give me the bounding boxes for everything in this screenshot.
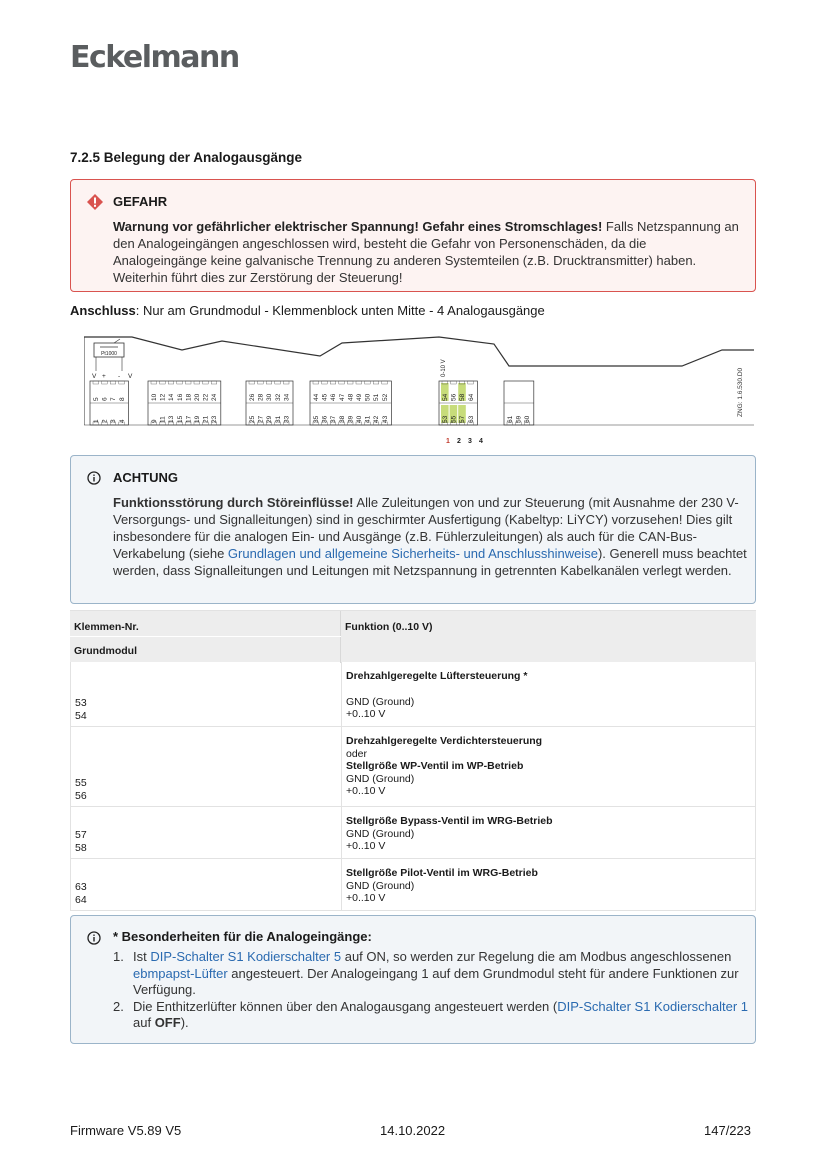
footer-firmware: Firmware V5.89 V5 xyxy=(70,1123,182,1138)
terminal-label: 27 xyxy=(257,415,265,423)
terminal-label: 17 xyxy=(185,415,193,423)
terminal-label: 37 xyxy=(330,415,338,423)
terminal-notch xyxy=(451,381,457,384)
drawing-code: ZNG: 1.6.530.D0 xyxy=(737,367,744,417)
terminal-notch xyxy=(110,381,116,384)
terminal-label: 59 xyxy=(515,415,523,423)
terminal-notch xyxy=(382,381,388,384)
terminal-label: 60 xyxy=(524,415,532,423)
table-header xyxy=(70,610,756,662)
pin-label: + xyxy=(102,373,106,380)
list-item: 2. Die Enthitzerlüfter können über den Analogausgang angesteuert werden (DIP-Schalter S1 Kodierschalter 1 auf OFF). xyxy=(113,998,748,1030)
terminal-label: 22 xyxy=(202,393,210,401)
terminal-label: 48 xyxy=(347,393,355,401)
info-icon xyxy=(87,471,101,485)
dip-switch-1-link[interactable]: DIP-Schalter S1 Kodierschalter 1 xyxy=(557,998,748,1014)
terminal-notch xyxy=(185,381,191,384)
pin-label: - xyxy=(118,373,121,380)
dip-switch-5-link[interactable]: DIP-Schalter S1 Kodierschalter 5 xyxy=(150,949,342,964)
terminal-label: 31 xyxy=(274,415,282,423)
terminal-label: 34 xyxy=(283,393,291,401)
terminal-label: 24 xyxy=(211,393,219,401)
terminal-label: 58 xyxy=(459,393,467,401)
terminal-label: 18 xyxy=(185,393,193,401)
terminal-notch xyxy=(266,381,272,384)
terminal-notch xyxy=(160,381,166,384)
diagram-content xyxy=(90,359,534,445)
terminal-notch xyxy=(356,381,362,384)
terminal-notch xyxy=(168,381,174,384)
output-number: 4 xyxy=(479,438,483,445)
terminal-label: 35 xyxy=(313,415,320,423)
terminal-label: 53 xyxy=(442,415,449,423)
output-number: 1 xyxy=(446,438,450,445)
footer-page-number: 147/223 xyxy=(704,1123,751,1138)
terminal-notch xyxy=(339,381,345,384)
danger-heading: GEFAHR xyxy=(113,194,168,209)
ebmpapst-link[interactable]: ebmpapst-Lüfter xyxy=(133,965,228,981)
terminal-label: 16 xyxy=(176,393,184,401)
terminal-label: 46 xyxy=(330,393,338,401)
terminal-notch xyxy=(102,381,108,384)
terminal-label: 39 xyxy=(347,415,355,423)
terminal-label: 21 xyxy=(202,415,210,423)
terminal-label: 42 xyxy=(373,415,381,423)
terminal-label: 9 xyxy=(151,419,158,423)
terminal-label: 19 xyxy=(194,415,201,423)
terminal-notch xyxy=(93,381,99,384)
terminal-label: 23 xyxy=(211,415,219,423)
terminal-notch xyxy=(283,381,289,384)
terminal-notch xyxy=(194,381,200,384)
note-heading: * Besonderheiten für die Analogeingänge: xyxy=(113,929,372,944)
list-item: 1. Ist DIP-Schalter S1 Kodierschalter 5 auf ON, so werden zur Regelung die am Modbus angeschlossenen ebmpapst-Lüfter angesteuert. Der Analogeingang 1 auf dem Grundmodul steht für andere Funktionen zur Verfügung. xyxy=(113,949,739,997)
note-box xyxy=(70,915,756,1044)
table-row: 63 64 Stellgröße Pilot-Ventil im WRG-Betrieb GND (Ground) +0..10 V xyxy=(70,859,756,911)
attention-heading: ACHTUNG xyxy=(113,470,178,485)
pin-label: V xyxy=(92,373,97,380)
terminal-label: 49 xyxy=(356,393,363,401)
terminal-label: 25 xyxy=(249,415,256,423)
terminal-notch xyxy=(347,381,353,384)
terminal-label: 30 xyxy=(266,393,274,401)
terminal-label: 51 xyxy=(373,393,381,401)
terminal-label: 33 xyxy=(283,415,291,423)
terminal-label: 56 xyxy=(450,393,458,401)
company-logo: Eckelmann xyxy=(70,40,239,75)
terminal-label: 50 xyxy=(364,393,372,401)
terminal-label: 44 xyxy=(313,393,320,401)
terminal-diagram xyxy=(84,325,754,450)
pin-label: V xyxy=(128,373,133,380)
terminal-label: 20 xyxy=(194,393,201,401)
terminal-notch xyxy=(313,381,319,384)
terminal-label: 3 xyxy=(110,419,118,423)
terminal-label: 13 xyxy=(168,415,176,423)
terminal-label: 7 xyxy=(110,397,118,401)
col-module-subheader: Grundmodul xyxy=(74,645,137,657)
terminal-label: 38 xyxy=(338,415,346,423)
terminal-label: 41 xyxy=(364,415,372,423)
terminal-label: 2 xyxy=(101,419,109,423)
terminal-label: 26 xyxy=(249,393,256,401)
terminal-label: 54 xyxy=(442,393,449,401)
section-title: 7.2.5 Belegung der Analogausgänge xyxy=(70,150,303,165)
pt1000-label: Pt1000 xyxy=(101,351,117,357)
output-number: 2 xyxy=(457,438,461,445)
terminal-label: 11 xyxy=(159,416,167,423)
terminal-label: 32 xyxy=(274,393,282,401)
terminal-table xyxy=(70,610,756,911)
table-row: 57 58 Stellgröße Bypass-Ventil im WRG-Betrieb GND (Ground) +0..10 V xyxy=(70,807,756,859)
terminal-label: 8 xyxy=(118,397,126,401)
col-terminal-header: Klemmen-Nr. xyxy=(74,621,139,633)
terminal-label: 4 xyxy=(118,419,126,423)
terminal-label: 47 xyxy=(338,393,346,401)
terminal-label: 29 xyxy=(266,415,274,423)
terminal-notch xyxy=(373,381,379,384)
col-function-header: Funktion (0..10 V) xyxy=(345,621,433,633)
attention-notice xyxy=(70,455,756,604)
voltage-label: 0-10 V xyxy=(441,359,447,377)
terminal-label: 10 xyxy=(151,393,158,401)
terminal-label: 15 xyxy=(176,415,184,423)
terminal-notch xyxy=(322,381,328,384)
danger-text: Warnung vor gefährlicher elektrischer Spannung! Gefahr eines Stromschlages! Falls Netzspannung an den Analogeingängen angeschlossen wird, besteht die Gefahr von Personenschäden, da die Analogeingänge keine galvanische Trennung zu anderen Systemteilen (z.B. Drucktransmitter) haben. Weiterhin führt dies zur Zerstörung der Steuerung! xyxy=(113,219,739,285)
terminal-notch xyxy=(177,381,183,384)
table-row: 55 56 Drehzahlgeregelte Verdichtersteuerung oder Stellgröße WP-Ventil im WP-Betrieb GND (Ground) +0..10 V xyxy=(70,727,756,807)
terminal-notch xyxy=(468,381,474,384)
terminal-label: 57 xyxy=(459,415,467,423)
safety-link[interactable]: Grundlagen und allgemeine Sicherheits- und Anschlusshinweise xyxy=(227,546,598,561)
terminal-label: 28 xyxy=(257,393,265,401)
terminal-label: 5 xyxy=(93,397,100,401)
terminal-label: 40 xyxy=(356,415,363,423)
terminal-notch xyxy=(365,381,371,384)
terminal-notch xyxy=(211,381,217,384)
terminal-notch xyxy=(330,381,336,384)
terminal-notch xyxy=(275,381,281,384)
terminal-label: 6 xyxy=(101,397,109,401)
terminal-notch xyxy=(151,381,157,384)
terminal-label: 45 xyxy=(321,393,329,401)
terminal-label: 43 xyxy=(381,415,389,423)
connection-info: Anschluss: Nur am Grundmodul - Klemmenblock unten Mitte - 4 Analogausgänge xyxy=(70,303,545,318)
note-list xyxy=(113,949,753,1032)
terminal-label: 61 xyxy=(507,415,514,423)
terminal-label: 64 xyxy=(467,393,475,401)
terminal-label: 55 xyxy=(450,415,458,423)
terminal-notch xyxy=(249,381,255,384)
table-row: 53 54 Drehzahlgeregelte Lüftersteuerung * GND (Ground) +0..10 V xyxy=(70,662,756,727)
terminal-label: 52 xyxy=(381,393,389,401)
terminal-label: 12 xyxy=(159,393,167,401)
footer-date: 14.10.2022 xyxy=(380,1123,446,1138)
terminal-notch xyxy=(258,381,264,384)
danger-notice xyxy=(70,179,756,292)
terminal-notch xyxy=(119,381,125,384)
terminal-notch xyxy=(203,381,209,384)
attention-text: Funktionsstörung durch Störeinflüsse! Alle Zuleitungen von und zur Steuerung (mit Ausnahme der 230 V-Versorgungs- und Signalleitungen) sind in geschirmter Ausfertigung (Kabeltyp: LiYCY) vorzusehen! Dies gilt insbesondere für die analogen Ein- und Ausgänge (z.B. Fühlerzuleitungen) als auch für die CAN-Bus-Verkabelung (siehe Grundlagen und allgemeine Sicherheits- und Anschlusshinweise). Generell muss beachtet werden, dass Signalleitungen und Leitungen mit Netzspannung in getrennten Kabelkanälen verlegt werden. xyxy=(113,495,747,578)
terminal-label: 1 xyxy=(93,419,100,423)
warning-icon xyxy=(87,194,103,210)
terminal-label: 14 xyxy=(168,393,176,401)
info-icon xyxy=(87,931,101,945)
terminal-label: 36 xyxy=(321,415,329,423)
output-number: 3 xyxy=(468,438,472,445)
terminal-label: 63 xyxy=(467,415,475,423)
